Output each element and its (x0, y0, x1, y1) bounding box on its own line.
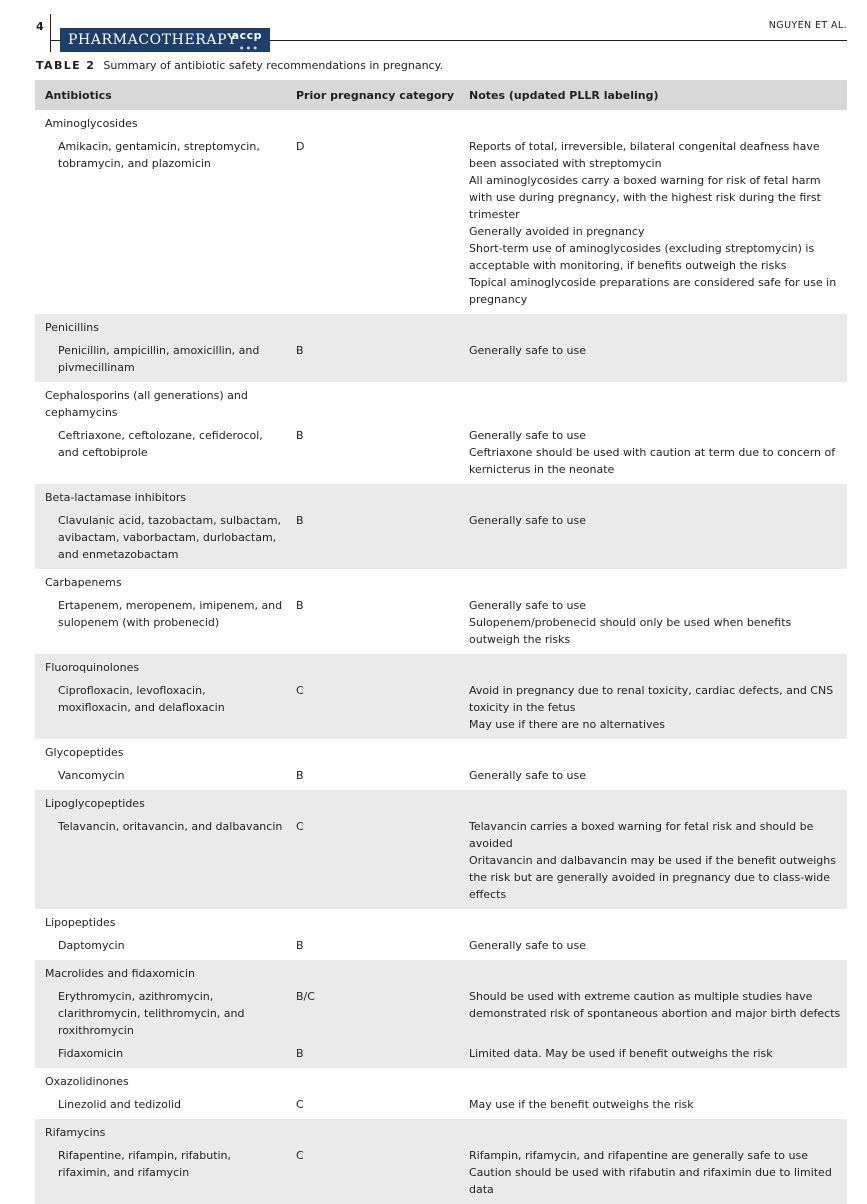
author-suffix: ET AL. (811, 20, 847, 31)
recommendation-notes (469, 682, 833, 733)
group-title (45, 795, 145, 812)
recommendation-notes (469, 1147, 832, 1198)
table-label: TABLE 2 (36, 59, 96, 72)
drug-names (58, 1096, 181, 1113)
drug-name-line: Fidaxomicin (58, 1047, 124, 1060)
antibiotic-table (35, 80, 847, 1204)
drug-name-line: clarithromycin, telithromycin, and (58, 1007, 245, 1020)
note-line: Should be used with extreme caution as multiple studies have (469, 990, 813, 1003)
drug-names (58, 138, 260, 172)
note-line: Sulopenem/probenecid should only be used when benefits (469, 616, 792, 629)
logo-dots-icon: ● ● ● (239, 45, 258, 50)
group-title-line: Rifamycins (45, 1126, 106, 1139)
group-title-line: Glycopeptides (45, 746, 124, 759)
group-section (35, 382, 847, 484)
table-body (35, 110, 847, 1204)
author-name: NGUYEN (768, 20, 812, 31)
recommendation-notes (469, 512, 586, 529)
group-title (45, 744, 123, 761)
note-line: Reports of total, irreversible, bilateral congenital deafness have (469, 140, 820, 153)
group-title-line: Lipopeptides (45, 916, 116, 929)
drug-names (58, 597, 282, 631)
group-section (35, 1119, 847, 1204)
group-title-line: cephamycins (45, 406, 118, 419)
drug-name-line: roxithromycin (58, 1024, 134, 1037)
journal-banner (60, 28, 270, 52)
note-line: acceptable with monitoring, if benefits outweigh the risks (469, 259, 787, 272)
drug-names (58, 767, 124, 784)
group-title-line: Fluoroquinolones (45, 661, 140, 674)
pregnancy-category: C (296, 684, 304, 697)
drug-name-line: and enmetazobactam (58, 548, 179, 561)
recommendation-notes (469, 597, 791, 648)
group-section (35, 569, 847, 654)
group-title-line: Aminoglycosides (45, 117, 138, 130)
pregnancy-category: D (296, 140, 305, 153)
recommendation-notes (469, 427, 835, 478)
pregnancy-category: B (296, 429, 304, 442)
group-section (35, 960, 847, 1068)
drug-name-line: Ciprofloxacin, levofloxacin, (58, 684, 206, 697)
group-title-line: Penicillins (45, 321, 100, 334)
running-author (769, 20, 847, 31)
journal-name: PHARMACOTHERAPY (68, 32, 237, 48)
drug-names (58, 1045, 123, 1062)
group-title (45, 1073, 129, 1090)
group-section (35, 790, 847, 909)
note-line: All aminoglycosides carry a boxed warning for risk of fetal harm (469, 174, 821, 187)
drug-names (58, 1147, 231, 1181)
note-line: Caution should be used with rifabutin and rifaximin due to limited (469, 1166, 832, 1179)
note-line: Generally safe to use (469, 514, 587, 527)
note-line: effects (469, 888, 507, 901)
drug-names (58, 342, 259, 376)
group-section (35, 739, 847, 790)
drug-name-line: Daptomycin (58, 939, 125, 952)
group-title (45, 1124, 105, 1141)
drug-name-line: Clavulanic acid, tazobactam, sulbactam, (58, 514, 282, 527)
drug-name-line: pivmecillinam (58, 361, 135, 374)
group-section (35, 654, 847, 739)
drug-name-line: rifaximin, and rifamycin (58, 1166, 190, 1179)
note-line: Generally safe to use (469, 939, 587, 952)
drug-name-line: and ceftobiprole (58, 446, 148, 459)
column-header-category: Prior pregnancy category (296, 89, 454, 102)
pregnancy-category: C (296, 1098, 304, 1111)
recommendation-notes (469, 138, 836, 308)
drug-name-line: Ertapenem, meropenem, imipenem, and (58, 599, 283, 612)
drug-name-line: Erythromycin, azithromycin, (58, 990, 214, 1003)
note-line: Generally safe to use (469, 769, 587, 782)
group-title (45, 319, 99, 336)
group-title (45, 659, 139, 676)
pregnancy-category: B (296, 769, 304, 782)
group-title (45, 914, 115, 931)
note-line: Topical aminoglycoside preparations are considered safe for use in (469, 276, 837, 289)
note-line: Short-term use of aminoglycosides (excluding streptomycin) is (469, 242, 815, 255)
note-line: May use if there are no alternatives (469, 718, 666, 731)
drug-name-line: Ceftriaxone, ceftolozane, cefiderocol, (58, 429, 263, 442)
recommendation-notes (469, 767, 586, 784)
table-caption (36, 59, 443, 72)
note-line: Oritavancin and dalbavancin may be used if the benefit outweighs (469, 854, 836, 867)
group-title (45, 965, 195, 982)
column-header-antibiotics: Antibiotics (45, 89, 112, 102)
drug-names (58, 818, 282, 835)
recommendation-notes (469, 818, 836, 903)
group-title-line: Oxazolidinones (45, 1075, 129, 1088)
note-line: Generally safe to use (469, 344, 587, 357)
drug-name-line: Penicillin, ampicillin, amoxicillin, and (58, 344, 260, 357)
note-line: trimester (469, 208, 520, 221)
note-line: outweigh the risks (469, 633, 571, 646)
group-title-line: Cephalosporins (all generations) and (45, 389, 248, 402)
table-title: Summary of antibiotic safety recommendations in pregnancy. (103, 59, 444, 72)
header-divider-vertical (50, 14, 51, 52)
pregnancy-category: B (296, 599, 304, 612)
note-line: with use during pregnancy, with the highest risk during the first (469, 191, 821, 204)
pregnancy-category: C (296, 820, 304, 833)
drug-name-line: Vancomycin (58, 769, 125, 782)
note-line: Avoid in pregnancy due to renal toxicity, cardiac defects, and CNS (469, 684, 834, 697)
drug-names (58, 937, 125, 954)
note-line: toxicity in the fetus (469, 701, 576, 714)
note-line: Telavancin carries a boxed warning for fetal risk and should be (469, 820, 814, 833)
group-title-line: Lipoglycopeptides (45, 797, 145, 810)
drug-name-line: moxifloxacin, and delafloxacin (58, 701, 225, 714)
note-line: Ceftriaxone should be used with caution at term due to concern of (469, 446, 836, 459)
note-line: kernicterus in the neonate (469, 463, 615, 476)
group-title (45, 489, 186, 506)
recommendation-notes (469, 342, 586, 359)
group-section (35, 1068, 847, 1119)
pregnancy-category: B (296, 939, 304, 952)
drug-name-line: Rifapentine, rifampin, rifabutin, (58, 1149, 232, 1162)
note-line: pregnancy (469, 293, 528, 306)
note-line: Generally safe to use (469, 429, 587, 442)
note-line: Generally avoided in pregnancy (469, 225, 645, 238)
note-line: Rifampin, rifamycin, and rifapentine are generally safe to use (469, 1149, 809, 1162)
pregnancy-category: B (296, 1047, 304, 1060)
drug-names (58, 512, 281, 563)
drug-name-line: avibactam, vaborbactam, durlobactam, (58, 531, 277, 544)
group-title-line: Macrolides and fidaxomicin (45, 967, 195, 980)
group-section (35, 484, 847, 569)
group-title (45, 387, 248, 421)
group-title-line: Beta-lactamase inhibitors (45, 491, 187, 504)
pregnancy-category: B (296, 514, 304, 527)
drug-names (58, 988, 245, 1039)
note-line: Limited data. May be used if benefit outweighs the risk (469, 1047, 773, 1060)
note-line: data (469, 1183, 494, 1196)
group-title (45, 574, 122, 591)
pregnancy-category: B/C (296, 990, 315, 1003)
column-header-notes: Notes (updated PLLR labeling) (469, 89, 659, 102)
recommendation-notes (469, 988, 840, 1022)
note-line: Generally safe to use (469, 599, 587, 612)
pregnancy-category: B (296, 344, 304, 357)
note-line: been associated with streptomycin (469, 157, 662, 170)
pregnancy-category: C (296, 1149, 304, 1162)
drug-name-line: sulopenem (with probenecid) (58, 616, 220, 629)
page-number: 4 (36, 20, 44, 33)
group-section (35, 110, 847, 314)
drug-name-line: tobramycin, and plazomicin (58, 157, 211, 170)
drug-names (58, 682, 225, 716)
note-line: the risk but are generally avoided in pregnancy due to class-wide (469, 871, 831, 884)
recommendation-notes (469, 1096, 694, 1113)
group-section (35, 314, 847, 382)
accp-logo: accp (231, 29, 262, 42)
drug-names (58, 427, 263, 461)
group-section (35, 909, 847, 960)
group-title (45, 115, 138, 132)
drug-name-line: Linezolid and tedizolid (58, 1098, 181, 1111)
drug-name-line: Telavancin, oritavancin, and dalbavancin (58, 820, 283, 833)
note-line: demonstrated risk of spontaneous abortion and major birth defects (469, 1007, 841, 1020)
note-line: May use if the benefit outweighs the risk (469, 1098, 694, 1111)
recommendation-notes (469, 937, 586, 954)
note-line: avoided (469, 837, 513, 850)
recommendation-notes (469, 1045, 773, 1062)
drug-name-line: Amikacin, gentamicin, streptomycin, (58, 140, 260, 153)
group-title-line: Carbapenems (45, 576, 122, 589)
table-header-row (35, 80, 847, 110)
